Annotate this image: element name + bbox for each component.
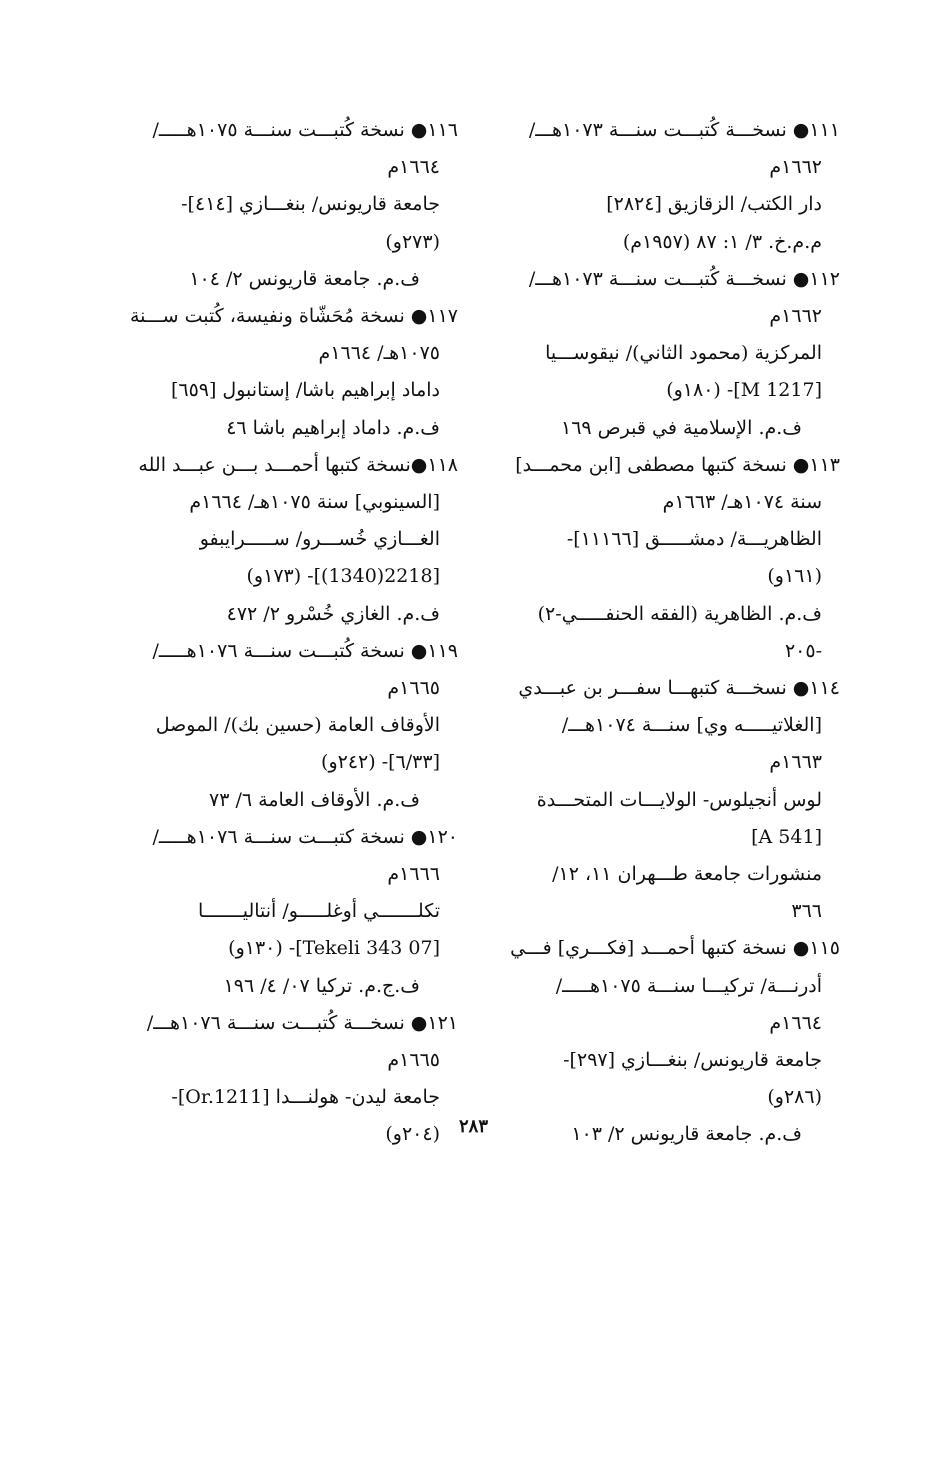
entry-detail-line: ١٦٦٥م <box>387 677 440 700</box>
entry-detail-line: الظاهريـــة/ دمشـــــق [١١١٦٦]- <box>566 528 822 551</box>
entry-detail-line: -٢٠٥ <box>784 639 822 662</box>
entry-detail-line: لوس أنجيلوس- الولايـــات المتحـــدة <box>536 788 822 811</box>
entry-detail-line: ١٦٦٥م <box>387 1049 440 1072</box>
entry-detail-line: م.م.خ. ٣/ ١: ٨٧ (١٩٥٧م) <box>622 230 822 253</box>
entry-detail-line: ف.م. جامعة قاريونس ٢/ ١٠٤ <box>189 267 420 290</box>
entry-detail-line: داماد إبراهيم باشا/ إستانبول [٦٥٩] <box>170 379 440 402</box>
entry-heading-line: ١١٧● نسخة مُحَشّاة ونفيسة، كُتبت ســـنة <box>129 305 458 328</box>
entry-detail-line: سنة ١٠٧٤هـ/ ١٦٦٣م <box>662 491 822 514</box>
entry-detail-line: تكلـــــــي أوغلـــــو/ أنتاليـــــــا <box>197 900 440 923</box>
entry-detail-line: (٢٧٣و) <box>385 230 440 253</box>
entry-heading-line: ١١٢● نسخـــة كُتبـــت سنـــة ١٠٧٣هـــ/ <box>528 267 840 290</box>
entry-detail-line: ف.م. جامعة قاريونس ٢/ ١٠٣ <box>571 1123 802 1146</box>
entry-detail-line: ف.م. الإسلامية في قبرص ١٦٩ <box>561 416 802 439</box>
entry-detail-line: ١٦٦٣م <box>769 751 822 774</box>
entry-detail-line: ف.ج.م. تركيا ٠٧/ ٤/ ١٩٦ <box>223 974 420 997</box>
right-column <box>500 112 840 1154</box>
entry-detail-line: منشورات جامعة طـــهران ١١، ١٢/ <box>552 863 822 886</box>
entry-detail-line: [A 541] <box>751 825 822 848</box>
entry-detail-line: ١٠٧٥هـ/ ١٦٦٤م <box>318 342 440 365</box>
entry-heading-line: ١١٦● نسخة كُتبـــت سنـــة ١٠٧٥هـــــ/ <box>152 119 458 141</box>
entry-heading-line: ١١٨●نسخة كتبها أحمـــد بـــن عبـــد الله <box>138 453 458 476</box>
entry-detail-line: ف.م. الأوقاف العامة ٦/ ٧٣ <box>209 788 420 811</box>
entry-detail-line: (١٦١و) <box>767 565 822 588</box>
entry-detail-line: ف.م. الظاهرية (الفقه الحنفـــــي-٢) <box>537 602 822 625</box>
entry-heading-line: ١٢٠● نسخة كتبـــت سنـــة ١٠٧٦هـــــ/ <box>152 825 458 848</box>
entry-detail-line: جامعة قاريونس/ بنغـــازي [٤١٤]- <box>181 193 440 216</box>
entry-detail-line: ١٦٦٤م <box>769 1011 822 1034</box>
entry-heading-line: ١١٤● نسخـــة كتبهـــا سفـــر بن عبـــدي <box>518 677 840 700</box>
entry-detail-line: الغـــازي خُســـرو/ ســـــرايبفو <box>199 528 440 551</box>
entry-detail-line: [الغلاتيـــــه وي] سنـــة ١٠٧٤هـــ/ <box>561 714 822 737</box>
entry-detail-line: [M 1217]- (١٨٠و) <box>666 379 822 402</box>
entry-heading-line: ١١٩● نسخة كُتبـــت سنـــة ١٠٧٦هـــــ/ <box>152 639 458 662</box>
entry-heading-line: ١١١● نسخـــة كُتبـــت سنـــة ١٠٧٣هـــ/ <box>528 119 840 141</box>
page-number: ٢٨٣ <box>458 1116 488 1137</box>
entry-detail-line: الأوقاف العامة (حسين بك)/ الموصل <box>155 714 440 737</box>
entry-detail-line: (٢٨٦و) <box>767 1086 822 1109</box>
entry-heading-line: ١١٣● نسخة كتبها مصطفى [ابن محمـــد] <box>515 453 840 476</box>
entry-detail-line: [السينوبي] سنة ١٠٧٥هـ/ ١٦٦٤م <box>189 491 440 514</box>
entry-heading-line: ١١٥● نسخة كتبها أحمـــد [فكـــري] فـــي <box>510 937 840 960</box>
entry-detail-line: ف.م. داماد إبراهيم باشا ٤٦ <box>226 416 440 439</box>
entry-detail-line: ١٦٦٢م <box>769 156 822 179</box>
entry-detail-line: (٢٠٤و) <box>385 1123 440 1146</box>
entry-detail-line: أدرنـــة/ تركيـــا سنـــة ١٠٧٥هـــــ/ <box>555 974 822 997</box>
entry-detail-line: جامعة ليدن- هولنـــدا [Or.1211]- <box>171 1086 440 1109</box>
entry-detail-line: ف.م. الغازي خُسْرو ٢/ ٤٧٢ <box>226 602 440 625</box>
entry-detail-line: ١٦٦٢م <box>769 305 822 328</box>
entry-detail-line: دار الكتب/ الزقازيق [٢٨٢٤] <box>606 193 822 216</box>
entry-heading-line: ١٢١● نسخـــة كُتبـــت سنـــة ١٠٧٦هـــ/ <box>146 1011 458 1034</box>
entry-detail-line: [2218(1340)]- (١٧٣و) <box>246 565 440 588</box>
entry-detail-line: ١٦٦٤م <box>387 156 440 179</box>
entry-detail-line: ٣٦٦ <box>791 900 822 923</box>
entry-detail-line: جامعة قاريونس/ بنغـــازي [٢٩٧]- <box>563 1049 822 1072</box>
entry-detail-line: [07 Tekeli 343]- (١٣٠و) <box>228 937 440 960</box>
entry-detail-line: [٦/٣٣]- (٢٤٢و) <box>321 751 440 774</box>
entry-detail-line: ١٦٦٦م <box>387 863 440 886</box>
left-column <box>118 112 458 1154</box>
entry-detail-line: المركزية (محمود الثاني)/ نيقوســـيا <box>545 342 822 365</box>
